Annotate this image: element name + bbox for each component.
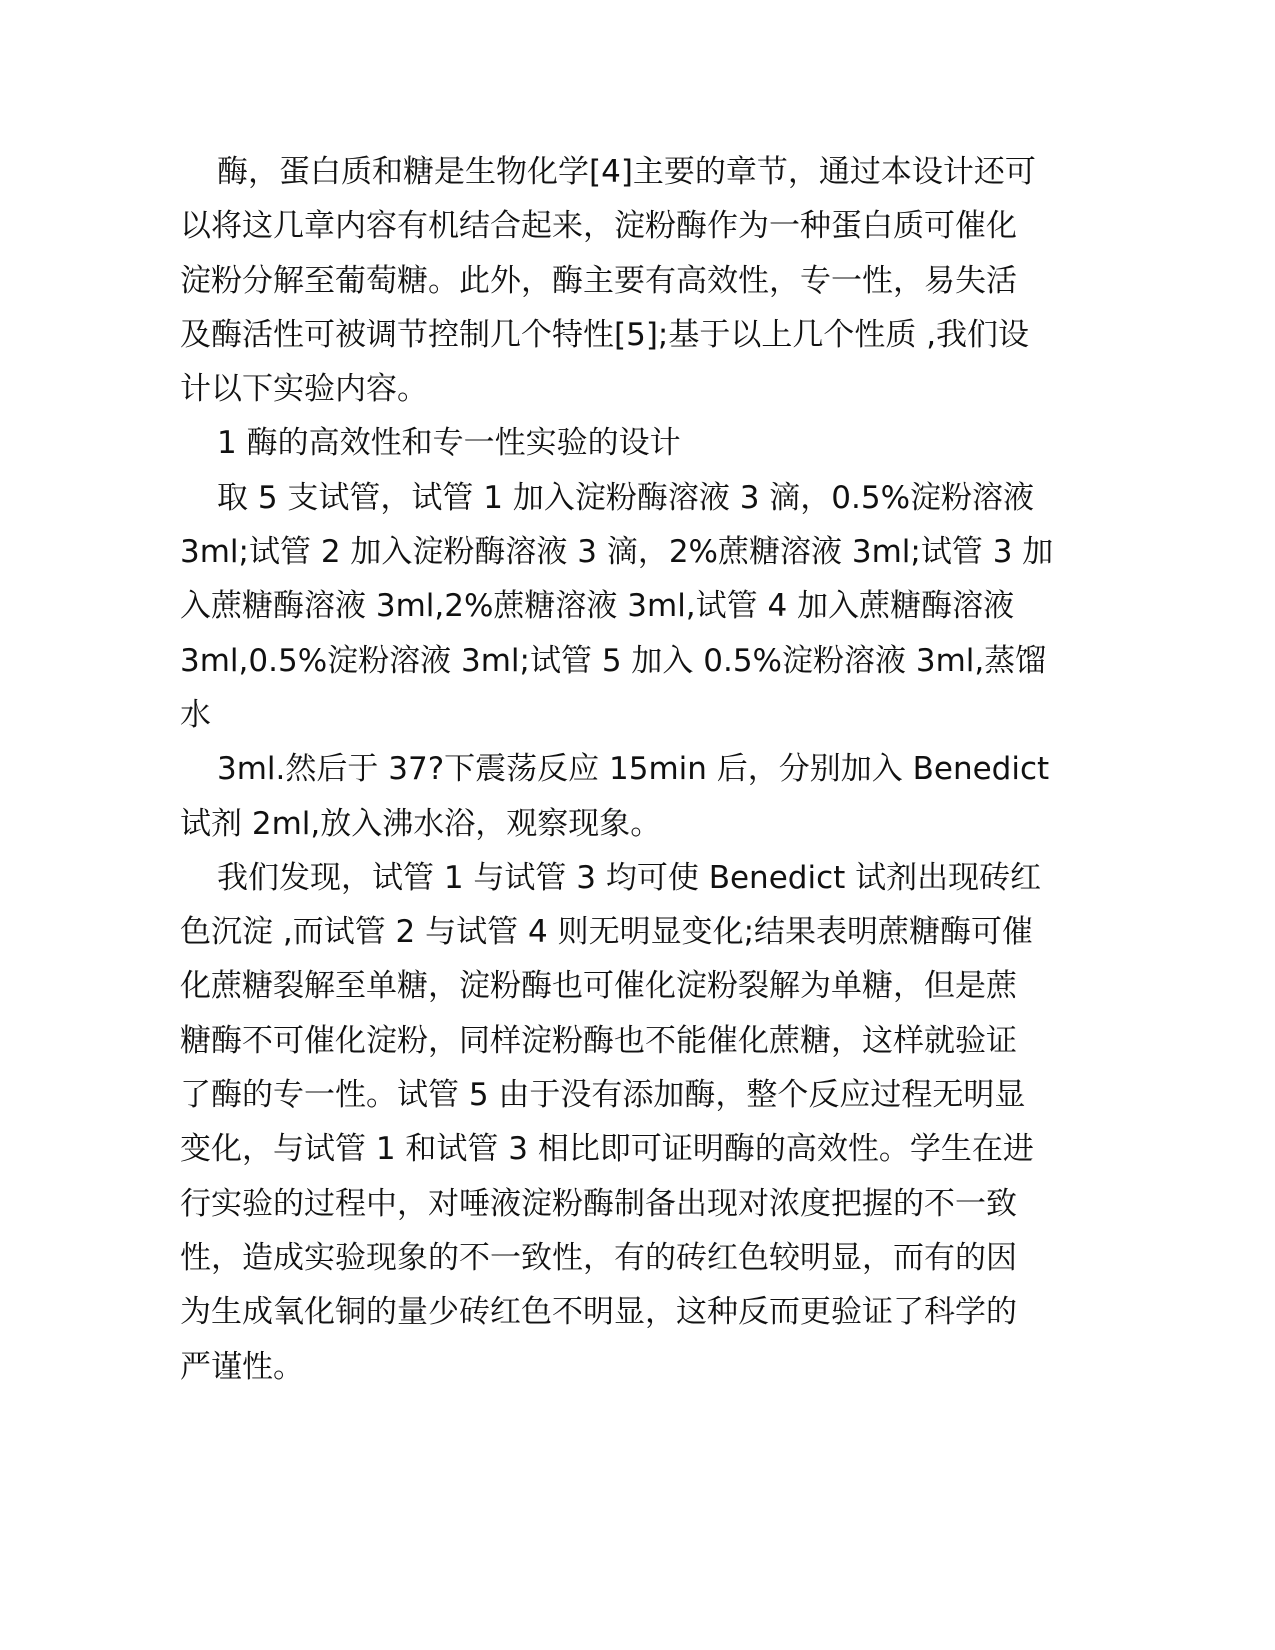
text-line: 试剂 2ml,放入沸水浴，观察现象。	[180, 805, 662, 842]
text-line: 3ml,0.5%淀粉溶液 3ml;试管 5 加入 0.5%淀粉溶液 3ml,蒸馏	[180, 642, 1047, 679]
text-line: 淀粉分解至葡萄糖。此外，酶主要有高效性，专一性，易失活	[180, 262, 1017, 299]
section-heading: 1 酶的高效性和专一性实验的设计	[217, 425, 681, 462]
text-line: 化蔗糖裂解至单糖，淀粉酶也可催化淀粉裂解为单糖，但是蔗	[180, 968, 1017, 1005]
text-line: 以将这几章内容有机结合起来，淀粉酶作为一种蛋白质可催化	[180, 208, 1017, 245]
text-line: 了酶的专一性。试管 5 由于没有添加酶，整个反应过程无明显	[180, 1077, 1026, 1114]
text-line: 入蔗糖酶溶液 3ml,2%蔗糖溶液 3ml,试管 4 加入蔗糖酶溶液	[180, 588, 1015, 625]
text-line: 色沉淀 ,而试管 2 与试管 4 则无明显变化;结果表明蔗糖酶可催	[180, 914, 1034, 951]
text-line: 3ml;试管 2 加入淀粉酶溶液 3 滴，2%蔗糖溶液 3ml;试管 3 加	[180, 534, 1054, 571]
text-line: 为生成氧化铜的量少砖红色不明显，这种反而更验证了科学的	[180, 1294, 1017, 1331]
text-line: 3ml.然后于 37?下震荡反应 15min 后，分别加入 Benedict	[217, 751, 1050, 788]
text-line: 计以下实验内容。	[180, 371, 428, 408]
text-line: 严谨性。	[180, 1348, 304, 1385]
text-line: 糖酶不可催化淀粉，同样淀粉酶也不能催化蔗糖，这样就验证	[180, 1022, 1017, 1059]
text-line: 酶，蛋白质和糖是生物化学[4]主要的章节，通过本设计还可	[217, 154, 1036, 190]
text-line: 变化，与试管 1 和试管 3 相比即可证明酶的高效性。学生在进	[180, 1131, 1034, 1168]
text-line: 我们发现，试管 1 与试管 3 均可使 Benedict 试剂出现砖红	[217, 859, 1042, 896]
text-line: 取 5 支试管，试管 1 加入淀粉酶溶液 3 滴，0.5%淀粉溶液	[217, 479, 1035, 516]
document-body	[180, 145, 1054, 1394]
text-line: 及酶活性可被调节控制几个特性[5];基于以上几个性质 ,我们设	[180, 316, 1030, 353]
text-line: 行实验的过程中，对唾液淀粉酶制备出现对浓度把握的不一致	[180, 1185, 1017, 1222]
text-line: 性，造成实验现象的不一致性，有的砖红色较明显，而有的因	[180, 1239, 1017, 1276]
text-line: 水	[180, 696, 211, 733]
